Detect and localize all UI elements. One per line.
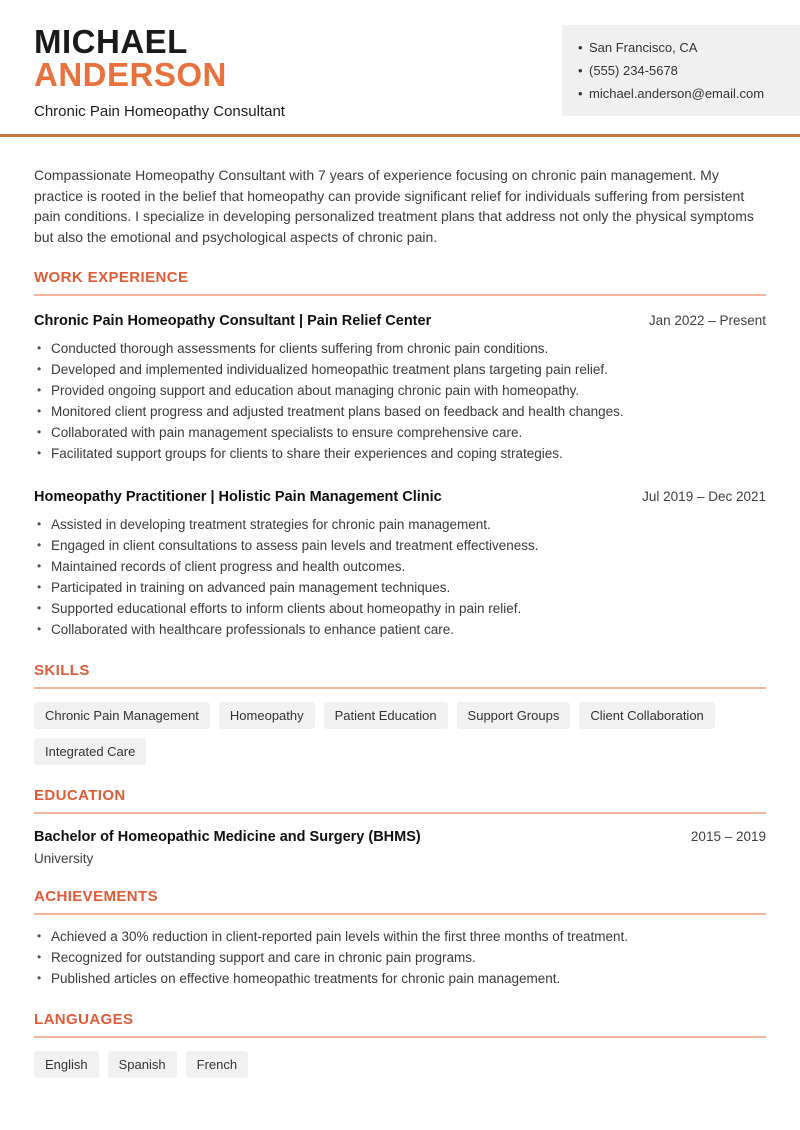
language-tag: English bbox=[34, 1051, 99, 1078]
languages-heading: LANGUAGES bbox=[34, 1011, 766, 1038]
section-skills bbox=[34, 662, 766, 765]
education-header-row bbox=[34, 828, 766, 846]
job-entry bbox=[34, 312, 766, 464]
contact-phone: • (555) 234-5678 bbox=[576, 59, 788, 82]
job-entry bbox=[34, 488, 766, 640]
job-bullet: • Developed and implemented individualized homeopathic treatment plans targeting pain relief. bbox=[34, 359, 766, 380]
achievement-bullet: • Recognized for outstanding support and care in chronic pain programs. bbox=[34, 947, 766, 968]
education-institution: University bbox=[34, 851, 94, 866]
job-bullet: • Collaborated with healthcare professionals to enhance patient care. bbox=[34, 619, 766, 640]
achievements-bullet-list bbox=[34, 926, 766, 989]
header-divider bbox=[0, 134, 800, 137]
skill-tag: Homeopathy bbox=[219, 702, 315, 729]
job-bullet-list bbox=[34, 338, 766, 464]
job-title: Chronic Pain Homeopathy Consultant | Pain Relief Center bbox=[34, 313, 432, 329]
role-title: Chronic Pain Homeopathy Consultant bbox=[34, 103, 285, 120]
job-bullet-list bbox=[34, 514, 766, 640]
section-education bbox=[34, 787, 766, 866]
section-achievements bbox=[34, 888, 766, 989]
resume-body bbox=[0, 165, 800, 1078]
job-header-row bbox=[34, 312, 766, 330]
job-bullet: • Maintained records of client progress and health outcomes. bbox=[34, 556, 766, 577]
job-title: Homeopathy Practitioner | Holistic Pain Management Clinic bbox=[34, 489, 442, 505]
first-name: MICHAEL bbox=[34, 23, 188, 60]
job-dates: Jan 2022 – Present bbox=[648, 313, 766, 328]
job-bullet: • Supported educational efforts to inform clients about homeopathy in pain relief. bbox=[34, 598, 766, 619]
skill-tag: Patient Education bbox=[324, 702, 448, 729]
job-bullet: • Assisted in developing treatment strategies for chronic pain management. bbox=[34, 514, 766, 535]
resume-header bbox=[0, 0, 800, 134]
achievements-heading: ACHIEVEMENTS bbox=[34, 888, 766, 915]
work-experience-heading: WORK EXPERIENCE bbox=[34, 269, 766, 296]
skill-tag: Integrated Care bbox=[34, 738, 146, 765]
skill-tag: Chronic Pain Management bbox=[34, 702, 210, 729]
job-bullet: • Conducted thorough assessments for clients suffering from chronic pain conditions. bbox=[34, 338, 766, 359]
contact-box bbox=[562, 25, 800, 116]
job-bullet: • Facilitated support groups for clients to share their experiences and coping strategies. bbox=[34, 443, 766, 464]
job-dates: Jul 2019 – Dec 2021 bbox=[642, 489, 766, 504]
professional-summary: Compassionate Homeopathy Consultant with 7 years of experience focusing on chronic pain management. My practice is rooted in the belief that homeopathy can provide significant relief for individuals suffering from persistent pain conditions. I specialize in developing personalized treatment plans that address not only the physical symptoms but also the emotional and psychological aspects of chronic pain. bbox=[34, 167, 754, 245]
education-heading: EDUCATION bbox=[34, 787, 766, 814]
skills-heading: SKILLS bbox=[34, 662, 766, 689]
job-bullet: • Participated in training on advanced pain management techniques. bbox=[34, 577, 766, 598]
skill-tag: Client Collaboration bbox=[579, 702, 714, 729]
languages-tag-row bbox=[34, 1051, 766, 1078]
job-bullet: • Provided ongoing support and education about managing chronic pain with homeopathy. bbox=[34, 380, 766, 401]
section-languages bbox=[34, 1011, 766, 1078]
skills-tag-row bbox=[34, 702, 766, 765]
achievement-bullet: • Achieved a 30% reduction in client-reported pain levels within the first three months of treatment. bbox=[34, 926, 766, 947]
contact-location: • San Francisco, CA bbox=[576, 36, 788, 59]
job-bullet: • Engaged in client consultations to assess pain levels and treatment effectiveness. bbox=[34, 535, 766, 556]
skill-tag: Support Groups bbox=[457, 702, 571, 729]
education-degree: Bachelor of Homeopathic Medicine and Surgery (BHMS) bbox=[34, 829, 421, 845]
contact-list bbox=[576, 36, 788, 105]
last-name: ANDERSON bbox=[34, 56, 227, 93]
job-header-row bbox=[34, 488, 766, 506]
job-bullet: • Monitored client progress and adjusted treatment plans based on feedback and health changes. bbox=[34, 401, 766, 422]
contact-email: • michael.anderson@email.com bbox=[576, 82, 788, 105]
education-entry bbox=[34, 828, 766, 866]
job-bullet: • Collaborated with pain management specialists to ensure comprehensive care. bbox=[34, 422, 766, 443]
education-dates: 2015 – 2019 bbox=[690, 829, 766, 844]
language-tag: French bbox=[186, 1051, 248, 1078]
language-tag: Spanish bbox=[108, 1051, 177, 1078]
achievement-bullet: • Published articles on effective homeopathic treatments for chronic pain management. bbox=[34, 968, 766, 989]
section-work-experience bbox=[34, 269, 766, 640]
